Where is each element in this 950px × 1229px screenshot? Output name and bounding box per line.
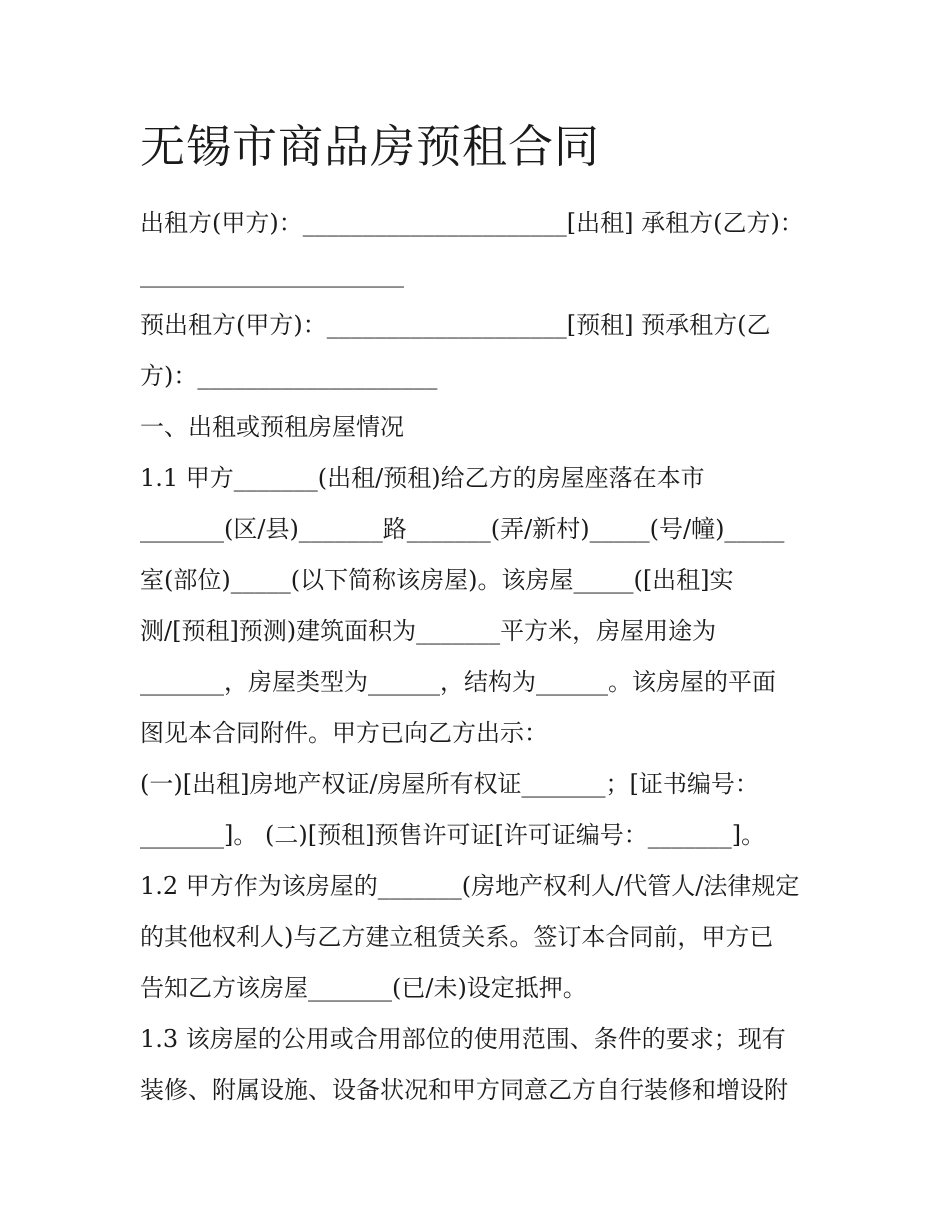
clause-1-1-line-8: _______]。 (二)[预租]预售许可证[许可证编号：_______]。 <box>140 821 766 849</box>
text-line-lessor: 出租方(甲方)：______________________[出租] 承租方(乙方)： <box>140 209 804 237</box>
clause-1-1-line-4: 测/[预租]预测)建筑面积为_______平方米，房屋用途为 <box>140 617 717 645</box>
clause-1-1-line-3: 室(部位)_____(以下简称该房屋)。该房屋_____([出租]实 <box>140 566 734 594</box>
clause-1-1-line-7: (一)[出租]房地产权证/房屋所有权证_______；[证书编号： <box>140 770 759 798</box>
text-line-pre-lessee: 方)：____________________ <box>140 362 438 390</box>
text-line-lessee-blank: ______________________ <box>140 260 404 288</box>
section-heading-property: 一、出租或预租房屋情况 <box>140 413 404 441</box>
clause-1-3-line-2: 装修、附属设施、设备状况和甲方同意乙方自行装修和增设附 <box>140 1076 788 1104</box>
clause-1-1-line-5: _______，房屋类型为______，结构为______。该房屋的平面 <box>140 668 776 696</box>
clause-1-2-line-1: 1.2 甲方作为该房屋的_______(房地产权利人/代管人/法律规定 <box>140 872 800 900</box>
text-line-pre-lessor: 预出租方(甲方)：____________________[预租] 预承租方(乙 <box>140 311 771 339</box>
clause-1-1-line-6: 图见本合同附件。甲方已向乙方出示： <box>140 719 548 747</box>
clause-1-2-line-2: 的其他权利人)与乙方建立租赁关系。签订本合同前，甲方已 <box>140 923 774 951</box>
contract-body <box>140 198 816 1116</box>
document-title: 无锡市商品房预租合同 <box>140 120 601 173</box>
clause-1-1-line-2: _______(区/县)_______路_______(弄/新村)_____(号/幢)_____ <box>140 515 785 543</box>
clause-1-2-line-3: 告知乙方该房屋_______(已/未)设定抵押。 <box>140 974 587 1002</box>
clause-1-1-line-1: 1.1 甲方_______(出租/预租)给乙方的房屋座落在本市 <box>140 464 705 492</box>
clause-1-3-line-1: 1.3 该房屋的公用或合用部位的使用范围、条件的要求；现有 <box>140 1025 786 1053</box>
